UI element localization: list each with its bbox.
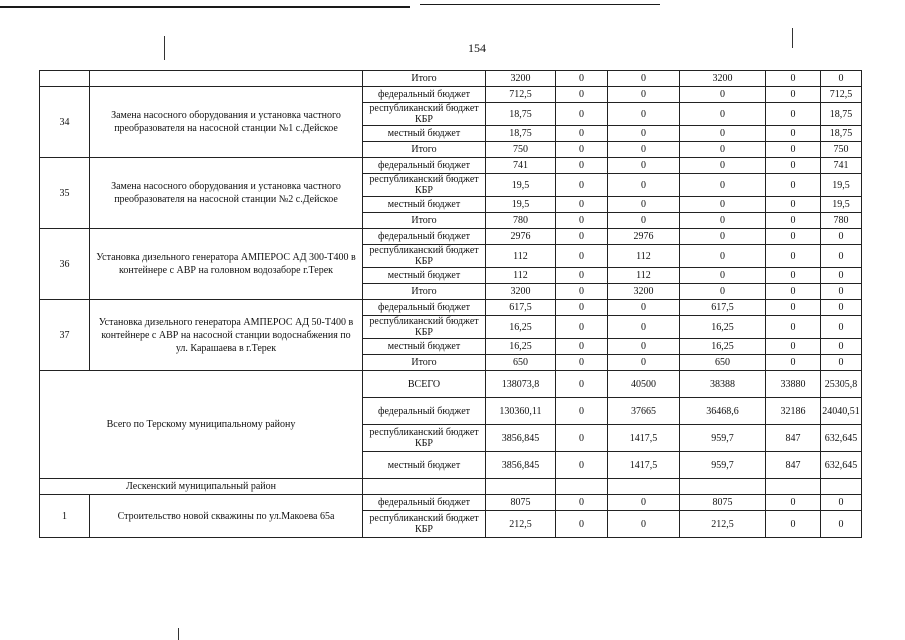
scan-edge-line (420, 4, 660, 5)
value-cell: 8075 (680, 495, 766, 511)
value-cell: 0 (680, 158, 766, 174)
funding-source-cell: республиканский бюджет КБР (363, 174, 486, 197)
value-cell: 112 (486, 268, 556, 284)
value-cell: 0 (766, 300, 821, 316)
value-cell: 0 (556, 229, 608, 245)
name-cell: Всего по Терскому муниципальному району (40, 371, 363, 479)
name-cell: Установка дизельного генератора АМПЕРОС АД 50-Т400 в контейнере с АВР на насосной станции водоснабжения по ул. Карашаева в г.Терек (90, 300, 363, 371)
value-cell: 617,5 (486, 300, 556, 316)
table-row (40, 158, 862, 174)
value-cell: 959,7 (680, 425, 766, 452)
value-cell: 19,5 (821, 174, 862, 197)
value-cell: 0 (766, 126, 821, 142)
value-cell: 0 (608, 495, 680, 511)
value-cell: 0 (556, 316, 608, 339)
value-cell: 0 (766, 174, 821, 197)
value-cell: 0 (608, 213, 680, 229)
empty-cell (556, 479, 608, 495)
funding-source-cell: федеральный бюджет (363, 398, 486, 425)
value-cell: 18,75 (821, 103, 862, 126)
funding-source-cell: республиканский бюджет КБР (363, 511, 486, 538)
table-row (40, 300, 862, 316)
value-cell: 847 (766, 452, 821, 479)
funding-source-cell: федеральный бюджет (363, 87, 486, 103)
funding-source-cell: федеральный бюджет (363, 158, 486, 174)
funding-source-cell: Итого (363, 213, 486, 229)
value-cell: 0 (766, 103, 821, 126)
section-header: Лескенский муниципальный район (40, 479, 363, 495)
section-header-row (40, 479, 862, 495)
table-row (40, 87, 862, 103)
value-cell: 0 (821, 511, 862, 538)
value-cell: 0 (608, 511, 680, 538)
value-cell: 0 (821, 300, 862, 316)
empty-cell (486, 479, 556, 495)
value-cell: 0 (766, 316, 821, 339)
funding-source-cell: республиканский бюджет КБР (363, 103, 486, 126)
value-cell: 0 (556, 158, 608, 174)
scan-speck (178, 628, 179, 640)
value-cell: 0 (608, 197, 680, 213)
value-cell: 0 (680, 87, 766, 103)
number-cell: 35 (40, 158, 90, 229)
table-row (40, 371, 862, 398)
value-cell: 0 (556, 371, 608, 398)
page-number: 154 (468, 41, 486, 55)
name-cell: Установка дизельного генератора АМПЕРОС АД 300-Т400 в контейнере с АВР на головном водозаборе г.Терек (90, 229, 363, 300)
value-cell: 0 (821, 355, 862, 371)
value-cell: 0 (556, 126, 608, 142)
value-cell: 0 (680, 229, 766, 245)
value-cell: 8075 (486, 495, 556, 511)
value-cell: 0 (821, 71, 862, 87)
value-cell: 0 (608, 87, 680, 103)
funding-source-cell: местный бюджет (363, 339, 486, 355)
value-cell: 0 (821, 284, 862, 300)
value-cell: 0 (766, 213, 821, 229)
value-cell: 0 (556, 268, 608, 284)
value-cell: 0 (556, 452, 608, 479)
value-cell: 0 (608, 103, 680, 126)
number-cell: 1 (40, 495, 90, 538)
value-cell: 780 (486, 213, 556, 229)
value-cell: 0 (556, 245, 608, 268)
value-cell: 0 (556, 425, 608, 452)
value-cell: 712,5 (486, 87, 556, 103)
value-cell: 0 (680, 174, 766, 197)
value-cell: 16,25 (486, 339, 556, 355)
funding-source-cell: федеральный бюджет (363, 229, 486, 245)
value-cell: 212,5 (486, 511, 556, 538)
value-cell: 112 (608, 245, 680, 268)
value-cell: 0 (821, 495, 862, 511)
funding-source-cell: республиканский бюджет КБР (363, 316, 486, 339)
funding-source-cell: республиканский бюджет КБР (363, 245, 486, 268)
value-cell: 37665 (608, 398, 680, 425)
value-cell: 16,25 (680, 339, 766, 355)
empty-cell (766, 479, 821, 495)
empty-cell (680, 479, 766, 495)
value-cell: 0 (680, 197, 766, 213)
value-cell: 3200 (486, 71, 556, 87)
value-cell: 712,5 (821, 87, 862, 103)
value-cell: 1417,5 (608, 452, 680, 479)
empty-cell (608, 479, 680, 495)
value-cell: 0 (556, 174, 608, 197)
value-cell: 0 (556, 197, 608, 213)
value-cell: 0 (766, 268, 821, 284)
value-cell: 0 (608, 355, 680, 371)
value-cell: 3856,845 (486, 452, 556, 479)
value-cell: 19,5 (486, 197, 556, 213)
value-cell: 112 (486, 245, 556, 268)
funding-source-cell: республиканский бюджет КБР (363, 425, 486, 452)
value-cell: 212,5 (680, 511, 766, 538)
value-cell: 2976 (608, 229, 680, 245)
value-cell: 0 (766, 245, 821, 268)
table-row (40, 495, 862, 511)
funding-source-cell: Итого (363, 71, 486, 87)
name-cell: Строительство новой скважины по ул.Макоева 65а (90, 495, 363, 538)
value-cell: 750 (486, 142, 556, 158)
value-cell: 2976 (486, 229, 556, 245)
value-cell: 0 (556, 511, 608, 538)
funding-source-cell: местный бюджет (363, 452, 486, 479)
value-cell: 0 (608, 339, 680, 355)
value-cell: 18,75 (821, 126, 862, 142)
value-cell: 617,5 (680, 300, 766, 316)
value-cell: 0 (608, 174, 680, 197)
value-cell: 0 (556, 142, 608, 158)
number-cell (40, 71, 90, 87)
value-cell: 0 (608, 316, 680, 339)
value-cell: 19,5 (486, 174, 556, 197)
value-cell: 18,75 (486, 103, 556, 126)
value-cell: 0 (680, 245, 766, 268)
value-cell: 650 (680, 355, 766, 371)
table-row (40, 71, 862, 87)
funding-source-cell: ВСЕГО (363, 371, 486, 398)
number-cell: 34 (40, 87, 90, 158)
value-cell: 32186 (766, 398, 821, 425)
value-cell: 0 (680, 213, 766, 229)
value-cell: 0 (821, 268, 862, 284)
value-cell: 0 (680, 284, 766, 300)
value-cell: 0 (556, 213, 608, 229)
value-cell: 632,645 (821, 425, 862, 452)
table-row (40, 229, 862, 245)
number-cell: 37 (40, 300, 90, 371)
number-cell: 36 (40, 229, 90, 300)
name-cell (90, 71, 363, 87)
name-cell: Замена насосного оборудования и установка частного преобразователя на насосной станции №1 с.Дейское (90, 87, 363, 158)
value-cell: 0 (766, 229, 821, 245)
value-cell: 0 (556, 87, 608, 103)
value-cell: 0 (556, 495, 608, 511)
value-cell: 3200 (608, 284, 680, 300)
funding-source-cell: местный бюджет (363, 126, 486, 142)
value-cell: 0 (680, 103, 766, 126)
funding-source-cell: местный бюджет (363, 268, 486, 284)
value-cell: 1417,5 (608, 425, 680, 452)
empty-cell (821, 479, 862, 495)
value-cell: 130360,11 (486, 398, 556, 425)
funding-source-cell: местный бюджет (363, 197, 486, 213)
value-cell: 16,25 (486, 316, 556, 339)
value-cell: 40500 (608, 371, 680, 398)
value-cell: 0 (608, 126, 680, 142)
value-cell: 0 (766, 71, 821, 87)
value-cell: 0 (556, 300, 608, 316)
value-cell: 0 (766, 495, 821, 511)
value-cell: 0 (608, 300, 680, 316)
funding-source-cell: федеральный бюджет (363, 495, 486, 511)
value-cell: 38388 (680, 371, 766, 398)
scan-speck (792, 28, 793, 48)
value-cell: 0 (608, 142, 680, 158)
value-cell: 0 (766, 511, 821, 538)
value-cell: 0 (766, 158, 821, 174)
value-cell: 0 (608, 158, 680, 174)
scan-edge-line (0, 6, 410, 8)
value-cell: 0 (680, 268, 766, 284)
value-cell: 750 (821, 142, 862, 158)
value-cell: 0 (608, 71, 680, 87)
value-cell: 19,5 (821, 197, 862, 213)
value-cell: 0 (556, 339, 608, 355)
value-cell: 650 (486, 355, 556, 371)
budget-table (39, 70, 862, 538)
funding-source-cell: федеральный бюджет (363, 300, 486, 316)
value-cell: 0 (680, 126, 766, 142)
value-cell: 0 (556, 398, 608, 425)
value-cell: 0 (766, 284, 821, 300)
value-cell: 16,25 (680, 316, 766, 339)
value-cell: 0 (821, 245, 862, 268)
value-cell: 741 (486, 158, 556, 174)
value-cell: 0 (766, 87, 821, 103)
value-cell: 0 (821, 229, 862, 245)
value-cell: 138073,8 (486, 371, 556, 398)
value-cell: 0 (556, 103, 608, 126)
value-cell: 3200 (486, 284, 556, 300)
value-cell: 0 (766, 339, 821, 355)
value-cell: 33880 (766, 371, 821, 398)
funding-source-cell: Итого (363, 142, 486, 158)
value-cell: 0 (821, 339, 862, 355)
value-cell: 3200 (680, 71, 766, 87)
value-cell: 0 (680, 142, 766, 158)
value-cell: 780 (821, 213, 862, 229)
value-cell: 0 (766, 355, 821, 371)
value-cell: 0 (556, 71, 608, 87)
funding-source-cell: Итого (363, 284, 486, 300)
value-cell: 632,645 (821, 452, 862, 479)
value-cell: 36468,6 (680, 398, 766, 425)
value-cell: 0 (556, 284, 608, 300)
value-cell: 112 (608, 268, 680, 284)
table-body (40, 71, 862, 538)
funding-source-cell: Итого (363, 355, 486, 371)
value-cell: 741 (821, 158, 862, 174)
value-cell: 0 (556, 355, 608, 371)
value-cell: 24040,51 (821, 398, 862, 425)
value-cell: 3856,845 (486, 425, 556, 452)
value-cell: 847 (766, 425, 821, 452)
value-cell: 959,7 (680, 452, 766, 479)
value-cell: 0 (766, 197, 821, 213)
value-cell: 0 (766, 142, 821, 158)
empty-cell (363, 479, 486, 495)
name-cell: Замена насосного оборудования и установка частного преобразователя на насосной станции №2 с.Дейское (90, 158, 363, 229)
value-cell: 0 (821, 316, 862, 339)
value-cell: 18,75 (486, 126, 556, 142)
value-cell: 25305,8 (821, 371, 862, 398)
scan-speck (164, 36, 165, 60)
